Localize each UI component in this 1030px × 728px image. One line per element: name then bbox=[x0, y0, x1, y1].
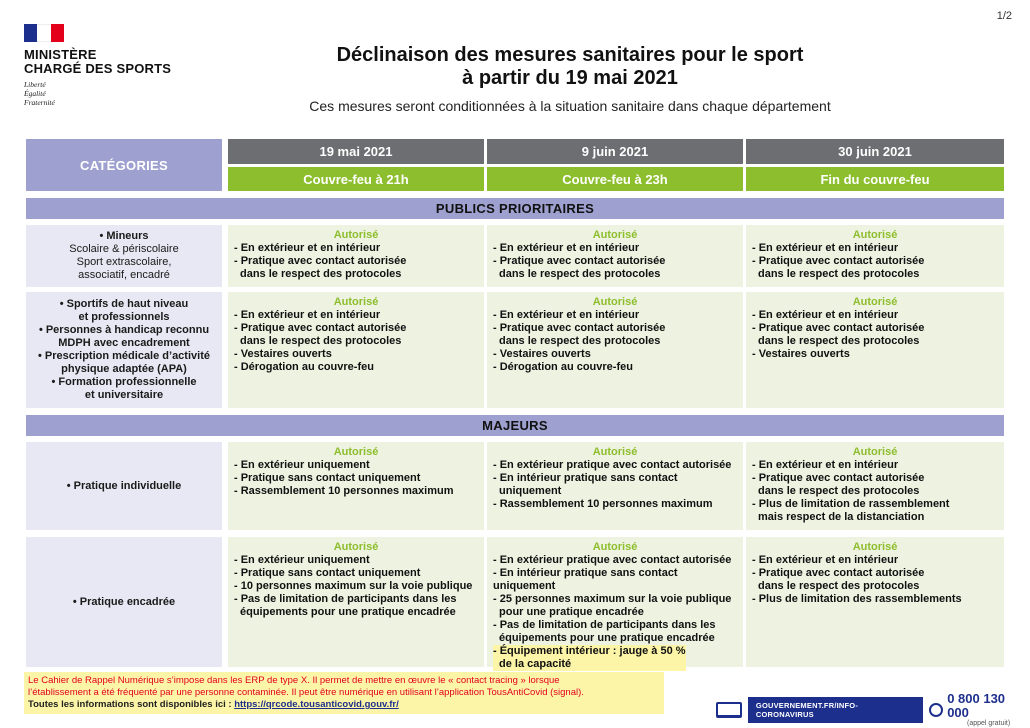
auth-label: Autorisé bbox=[333, 229, 379, 241]
categories-header: CATÉGORIES bbox=[26, 139, 222, 191]
footer-note bbox=[24, 672, 664, 714]
category-line: MDPH avec encadrement bbox=[58, 337, 190, 349]
category-line: • Pratique encadrée bbox=[72, 595, 176, 608]
cell-r2-c1 bbox=[228, 292, 484, 408]
auth-label: Autorisé bbox=[333, 541, 379, 553]
measure-line: - Pratique avec contact autorisée bbox=[493, 322, 666, 334]
measure-line: - Pratique avec contact autorisée bbox=[493, 255, 666, 267]
auth-label: Autorisé bbox=[592, 229, 638, 241]
measure-line: - Pratique avec contact autorisée bbox=[752, 567, 925, 579]
motto-egalite: Égalité bbox=[24, 89, 46, 98]
measure-line: - Pratique sans contact uniquement bbox=[234, 567, 421, 579]
category-mineurs-line: associatif, encadré bbox=[78, 269, 170, 281]
auth-label: Autorisé bbox=[852, 296, 898, 308]
auth-label: Autorisé bbox=[592, 446, 638, 458]
measure-line: dans le respect des protocoles bbox=[240, 335, 402, 347]
curfew-header-1: Couvre-feu à 21h bbox=[228, 167, 484, 191]
measure-line: - Vestaires ouverts bbox=[234, 348, 332, 360]
measure-line: - En intérieur pratique sans contact bbox=[493, 472, 678, 484]
title-line1: Déclinaison des mesures sanitaires pour le sport bbox=[336, 44, 804, 66]
category-mineurs-title: • Mineurs bbox=[99, 230, 149, 242]
motto bbox=[24, 80, 184, 107]
ministry-name-line2: CHARGÉ DES SPORTS bbox=[24, 61, 172, 76]
measure-line: mais respect de la distanciation bbox=[758, 511, 925, 523]
measure-line: - 25 personnes maximum sur la voie publique bbox=[493, 593, 732, 605]
date-header-2: 9 juin 2021 bbox=[487, 139, 743, 164]
measure-line: dans le respect des protocoles bbox=[758, 268, 920, 280]
category-mineurs-line: Sport extrascolaire, bbox=[76, 256, 172, 268]
cell-r3-c1 bbox=[228, 442, 484, 530]
cell-r4-c2 bbox=[487, 537, 743, 670]
footer-line3 bbox=[28, 699, 660, 711]
ministry-logo bbox=[24, 24, 184, 107]
curfew-header-3: Fin du couvre-feu bbox=[746, 167, 1004, 191]
highlighted-measure bbox=[493, 645, 686, 671]
measure-line: - Équipement intérieur : jauge à 50 % bbox=[493, 645, 686, 657]
measure-line: - En extérieur et en intérieur bbox=[752, 554, 899, 566]
auth-label: Autorisé bbox=[852, 229, 898, 241]
cell-r1-c3 bbox=[746, 225, 1004, 287]
measure-line: - En extérieur et en intérieur bbox=[752, 309, 899, 321]
measure-line: - Rassemblement 10 personnes maximum bbox=[493, 498, 713, 510]
measure-line: - En extérieur et en intérieur bbox=[234, 309, 381, 321]
measure-line: - Pratique avec contact autorisée bbox=[234, 255, 407, 267]
cell-r4-c3 bbox=[746, 537, 1004, 667]
date-header-3: 30 juin 2021 bbox=[746, 139, 1004, 164]
measure-line: pour une pratique encadrée bbox=[499, 606, 644, 618]
auth-label: Autorisé bbox=[592, 296, 638, 308]
motto-liberte: Liberté bbox=[24, 80, 46, 89]
page-number: 1/2 bbox=[996, 10, 1012, 22]
page-title bbox=[240, 44, 900, 90]
measure-line: - Pratique avec contact autorisée bbox=[752, 322, 925, 334]
measure-line: équipements pour une pratique encadrée bbox=[499, 632, 715, 644]
measure-line: - Pratique avec contact autorisée bbox=[752, 255, 925, 267]
auth-label: Autorisé bbox=[852, 446, 898, 458]
category-mineurs-line: Scolaire & périscolaire bbox=[69, 243, 179, 255]
measure-line: - Pas de limitation de participants dans les bbox=[234, 593, 457, 605]
motto-fraternite: Fraternité bbox=[24, 98, 55, 107]
measure-line: - Pas de limitation de participants dans les bbox=[493, 619, 716, 631]
cell-r1-c1 bbox=[228, 225, 484, 287]
measure-line: - Rassemblement 10 personnes maximum bbox=[234, 485, 454, 497]
ministry-name-line1: MINISTÈRE bbox=[24, 47, 97, 62]
measure-line: - En extérieur uniquement bbox=[234, 554, 370, 566]
measure-line: - En extérieur uniquement bbox=[234, 459, 370, 471]
auth-label: Autorisé bbox=[852, 541, 898, 553]
footer-line3-prefix: Toutes les informations sont disponibles ici : bbox=[28, 699, 235, 710]
measure-line: - Pratique sans contact uniquement bbox=[234, 472, 421, 484]
auth-label: Autorisé bbox=[333, 296, 379, 308]
category-line: • Prescription médicale d’activité bbox=[38, 350, 210, 362]
category-mineurs bbox=[26, 225, 222, 287]
curfew-header-2: Couvre-feu à 23h bbox=[487, 167, 743, 191]
measure-line: de la capacité bbox=[499, 658, 572, 670]
measure-line: - Vestaires ouverts bbox=[493, 348, 591, 360]
phone-number[interactable]: 0 800 130 000 bbox=[947, 691, 1006, 720]
measure-line: équipements pour une pratique encadrée bbox=[240, 606, 456, 618]
category-pratique-individuelle bbox=[26, 442, 222, 530]
measure-line: - Plus de limitation de rassemblement bbox=[752, 498, 950, 510]
measure-line: - Dérogation au couvre-feu bbox=[493, 361, 633, 373]
footer-line2: l’établissement a été fréquenté par une personne contaminée. Il peut être numérique en utilisant l’application TousAntiCovid (signal). bbox=[28, 687, 584, 698]
french-flag-icon bbox=[24, 24, 64, 42]
measure-line: - Pratique avec contact autorisée bbox=[234, 322, 407, 334]
gov-info-badge[interactable]: GOUVERNEMENT.FR/INFO-CORONAVIRUS bbox=[748, 697, 923, 723]
measure-line: - En extérieur et en intérieur bbox=[752, 459, 899, 471]
category-pratique-encadree bbox=[26, 537, 222, 667]
category-line: • Personnes à handicap reconnu bbox=[38, 324, 210, 336]
measure-line: - En extérieur pratique avec contact autorisée bbox=[493, 459, 732, 471]
footer-line1: Le Cahier de Rappel Numérique s’impose dans les ERP de type X. Il permet de mettre en œuvre le « contact tracing » lorsque bbox=[28, 675, 560, 686]
phone-icon bbox=[929, 703, 943, 717]
measure-line: - En extérieur et en intérieur bbox=[234, 242, 381, 254]
cell-r2-c2 bbox=[487, 292, 743, 408]
measure-line: dans le respect des protocoles bbox=[499, 335, 661, 347]
page-subtitle: Ces mesures seront conditionnées à la situation sanitaire dans chaque département bbox=[309, 98, 831, 114]
category-line: et universitaire bbox=[84, 389, 164, 401]
measure-line: - En extérieur et en intérieur bbox=[493, 309, 640, 321]
cell-r4-c1 bbox=[228, 537, 484, 667]
category-line: physique adaptée (APA) bbox=[61, 363, 187, 375]
measure-line: dans le respect des protocoles bbox=[758, 335, 920, 347]
cell-r2-c3 bbox=[746, 292, 1004, 408]
cell-r3-c2 bbox=[487, 442, 743, 530]
measure-line: dans le respect des protocoles bbox=[499, 268, 661, 280]
date-header-1: 19 mai 2021 bbox=[228, 139, 484, 164]
measure-line: - En extérieur pratique avec contact autorisée bbox=[493, 554, 732, 566]
cell-r1-c2 bbox=[487, 225, 743, 287]
title-line2: à partir du 19 mai 2021 bbox=[462, 67, 678, 89]
category-sportifs-haut-niveau bbox=[26, 292, 222, 408]
category-line: • Sportifs de haut niveau bbox=[59, 298, 189, 310]
measure-line: - En extérieur et en intérieur bbox=[493, 242, 640, 254]
measure-line: dans le respect des protocoles bbox=[758, 580, 920, 592]
auth-label: Autorisé bbox=[333, 446, 379, 458]
measure-line: uniquement bbox=[499, 485, 562, 497]
tousanticovid-link[interactable]: https://qrcode.tousanticovid.gouv.fr/ bbox=[234, 699, 399, 710]
section-publics-prioritaires: PUBLICS PRIORITAIRES bbox=[26, 198, 1004, 219]
category-line: • Formation professionnelle bbox=[51, 376, 197, 388]
phone-block bbox=[947, 692, 1030, 727]
phone-subtext: (appel gratuit) bbox=[967, 720, 1011, 727]
gov-contact bbox=[716, 692, 1030, 727]
measure-line: - En intérieur pratique sans contact uniquement bbox=[493, 567, 678, 592]
measure-line: - Dérogation au couvre-feu bbox=[234, 361, 374, 373]
measure-line: - Vestaires ouverts bbox=[752, 348, 850, 360]
measure-line: - Pratique avec contact autorisée bbox=[752, 472, 925, 484]
measure-line: - Plus de limitation des rassemblements bbox=[752, 593, 962, 605]
measure-line: - 10 personnes maximum sur la voie publique bbox=[234, 580, 473, 592]
section-majeurs: MAJEURS bbox=[26, 415, 1004, 436]
category-line: et professionnels bbox=[78, 311, 170, 323]
measure-line: dans le respect des protocoles bbox=[758, 485, 920, 497]
auth-label: Autorisé bbox=[592, 541, 638, 553]
measure-line: - En extérieur et en intérieur bbox=[752, 242, 899, 254]
cell-r3-c3 bbox=[746, 442, 1004, 530]
category-line: • Pratique individuelle bbox=[66, 479, 182, 492]
measure-line: dans le respect des protocoles bbox=[240, 268, 402, 280]
laptop-icon bbox=[716, 702, 742, 718]
